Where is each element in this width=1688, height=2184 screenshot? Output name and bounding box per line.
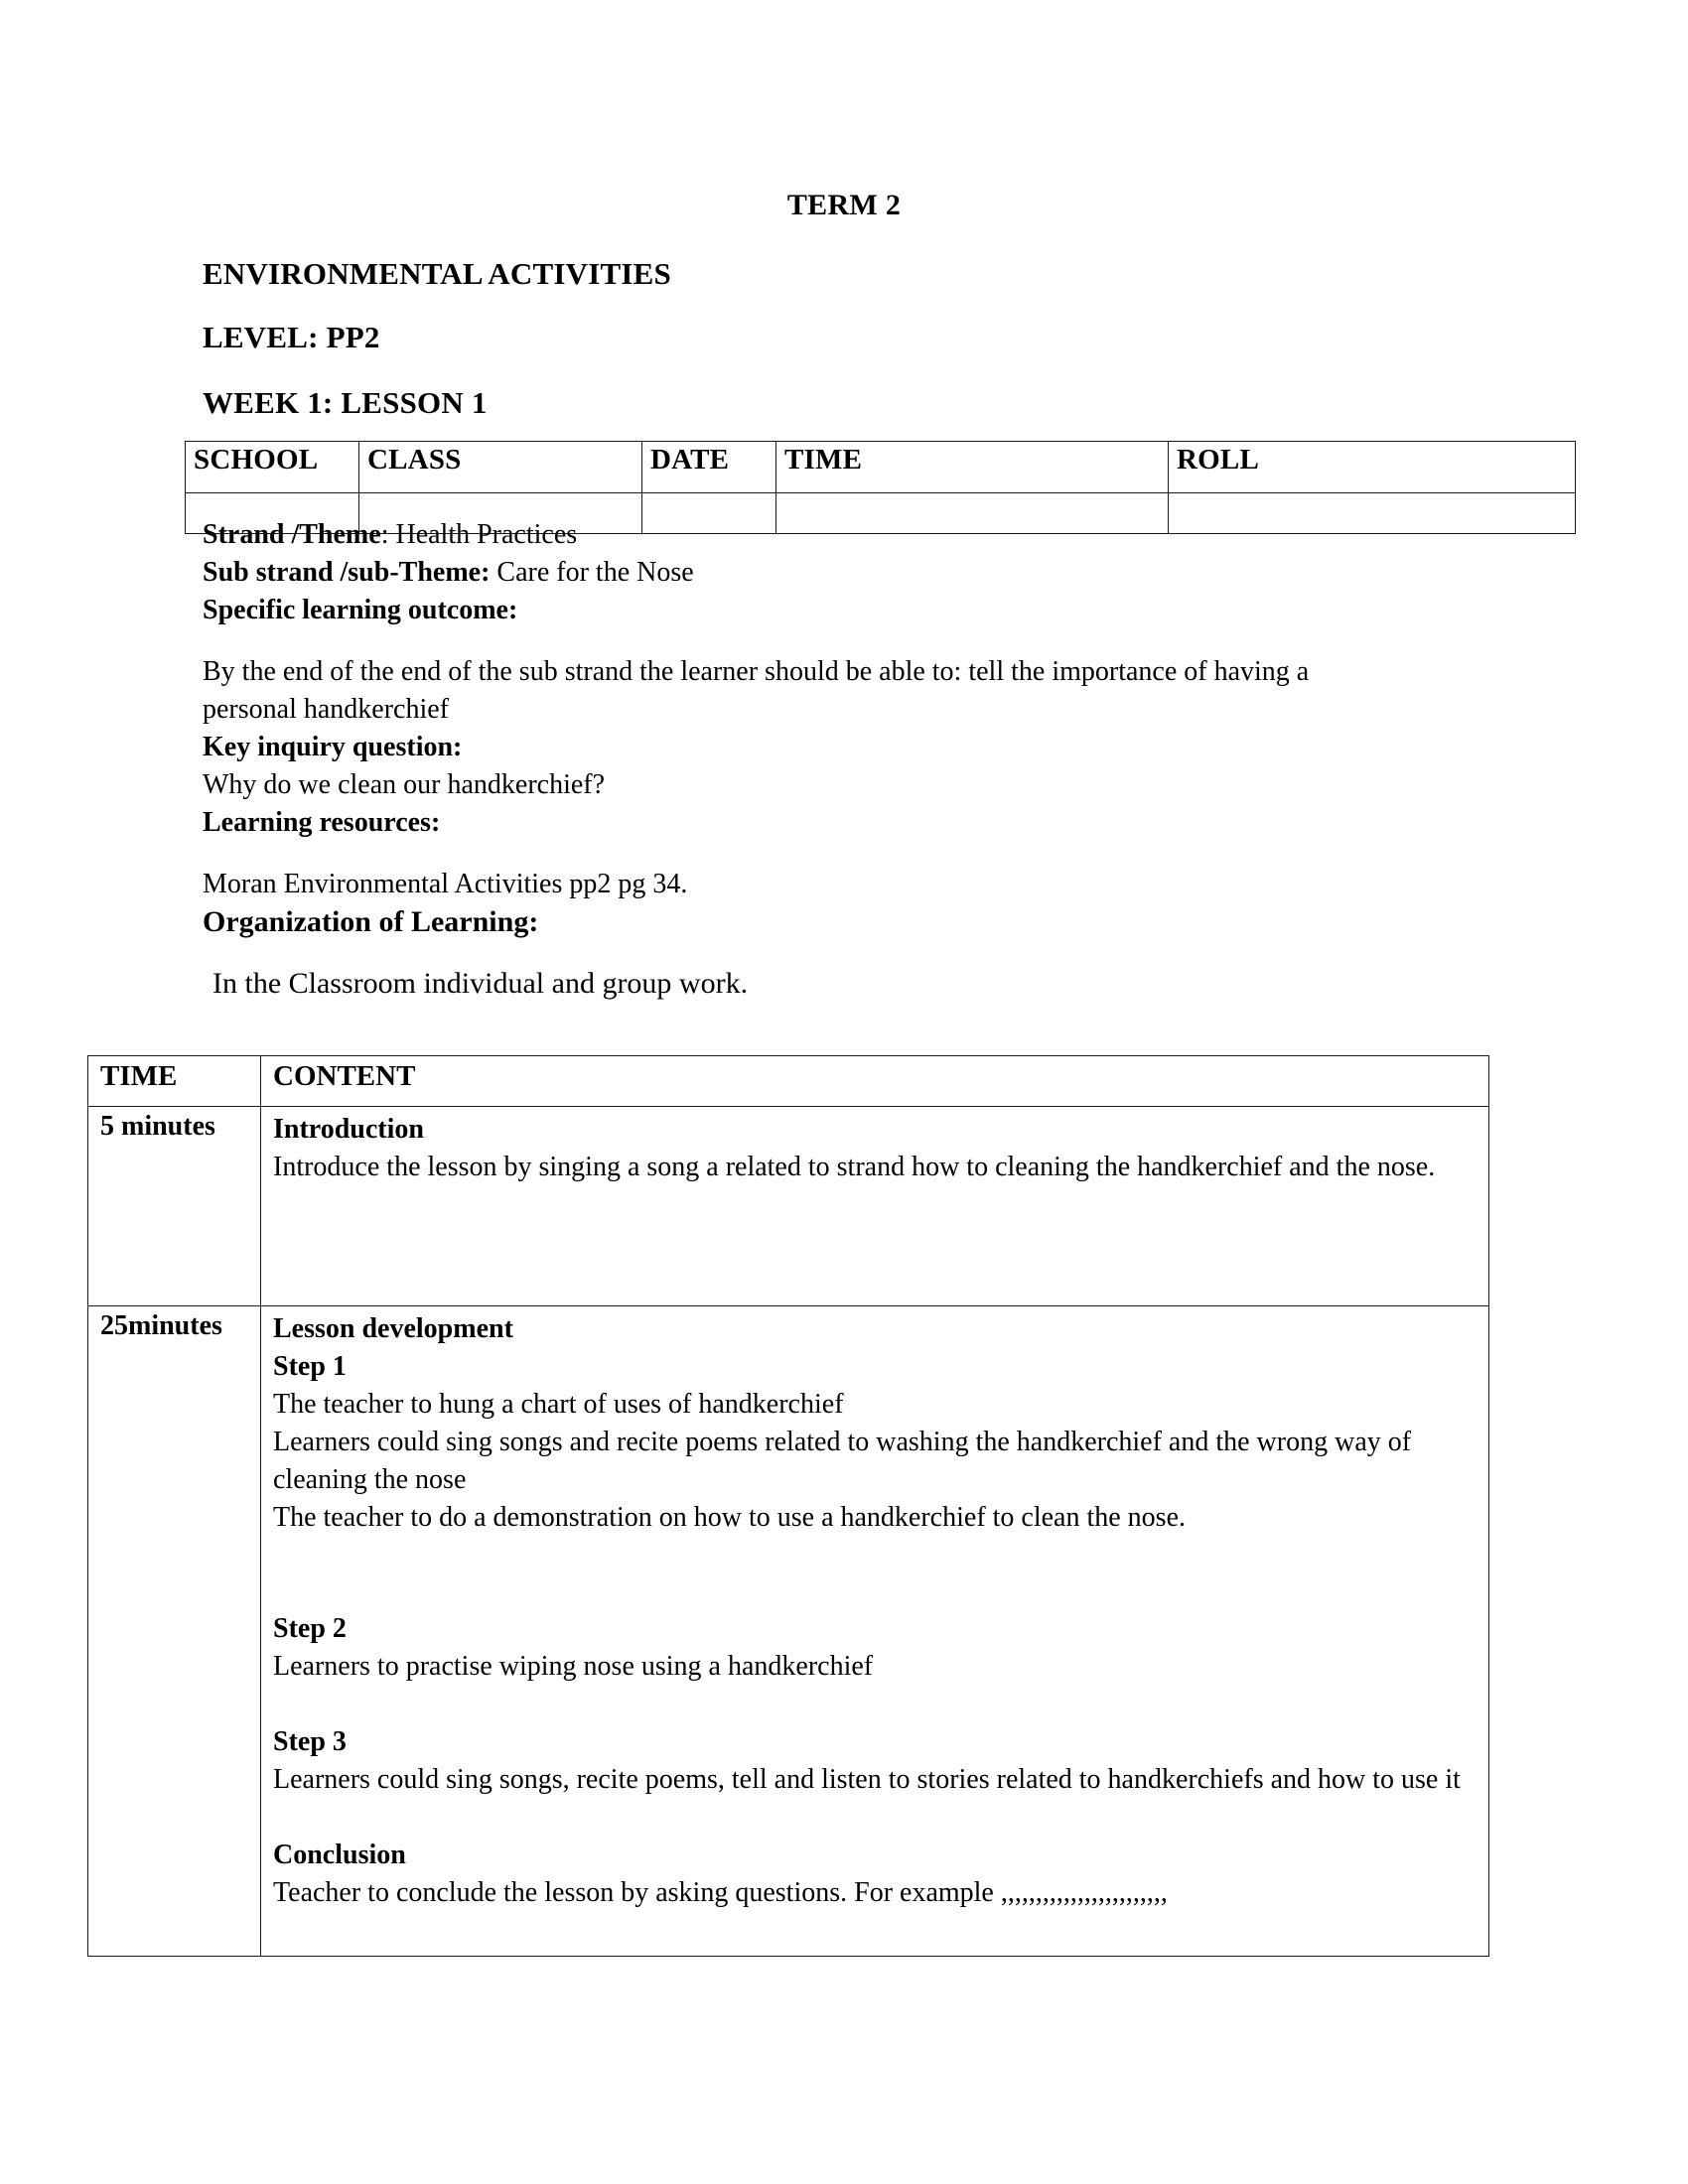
strand-value: : Health Practices — [380, 519, 578, 550]
conclusion-line-1: Teacher to conclude the lesson by asking questions. For example ,,,,,,,,,,,,,,,,,,,,,,,, — [273, 1877, 1168, 1908]
info-header-class: CLASS — [359, 442, 642, 493]
info-header-time: TIME — [776, 442, 1169, 493]
step1-label: Step 1 — [273, 1351, 347, 1382]
strand-label: Strand /Theme — [203, 519, 381, 550]
info-header-school: SCHOOL — [186, 442, 359, 493]
organization-colon: : — [528, 905, 539, 938]
lesson-header-content: CONTENT — [261, 1056, 1489, 1107]
organization-line — [203, 903, 1483, 941]
development-content-cell — [261, 1306, 1489, 1957]
development-gap-3 — [273, 1799, 1478, 1837]
level-line: LEVEL: PP2 — [203, 320, 380, 354]
info-header-date: DATE — [642, 442, 776, 493]
conclusion-label: Conclusion — [273, 1840, 406, 1870]
lesson-row-development — [88, 1306, 1489, 1957]
step2-line-1: Learners to practise wiping nose using a handkerchief — [273, 1651, 874, 1682]
substrand-label: Sub strand /sub-Theme: — [203, 557, 491, 588]
substrand-line — [203, 554, 1483, 592]
step1-line-3: The teacher to do a demonstration on how to use a handkerchief to clean the nose. — [273, 1502, 1187, 1533]
step2-label: Step 2 — [273, 1613, 347, 1644]
week-lesson-line: WEEK 1: LESSON 1 — [203, 385, 488, 420]
step3-label: Step 3 — [273, 1726, 347, 1757]
development-gap-1 — [273, 1537, 1478, 1610]
info-header-roll: ROLL — [1169, 442, 1576, 493]
subject-title: ENVIRONMENTAL ACTIVITIES — [203, 256, 671, 291]
development-gap-4 — [273, 1912, 1478, 1950]
lesson-meta-block — [203, 516, 1483, 1003]
lesson-plan-table — [87, 1055, 1489, 1957]
term-title: TERM 2 — [786, 189, 902, 221]
step1-line-1: The teacher to hung a chart of uses of handkerchief — [273, 1389, 844, 1420]
intro-body: Introduce the lesson by singing a song a related to strand how to cleaning the handkerchief and the nose. — [273, 1152, 1436, 1182]
intro-content-cell — [261, 1107, 1489, 1306]
organization-text: In the Classroom individual and group work. — [212, 967, 749, 1000]
substrand-value: Care for the Nose — [490, 557, 694, 588]
intro-time-cell: 5 minutes — [88, 1107, 261, 1306]
lesson-row-introduction — [88, 1107, 1489, 1306]
development-heading: Lesson development — [273, 1313, 513, 1344]
key-inquiry-label: Key inquiry question: — [203, 732, 463, 762]
learning-resources-text: Moran Environmental Activities pp2 pg 34. — [203, 869, 688, 899]
info-table-header-row — [186, 442, 1576, 493]
key-inquiry-text: Why do we clean our handkerchief? — [203, 769, 606, 800]
learning-resources-label: Learning resources: — [203, 807, 441, 838]
step3-line-1: Learners could sing songs, recite poems, tell and listen to stories related to handkerchiefs and how to use it — [273, 1764, 1461, 1795]
development-gap-2 — [273, 1686, 1478, 1723]
meta-spacer-2 — [203, 842, 1483, 866]
specific-outcome-text: By the end of the end of the sub strand the learner should be able to: tell the importance of having a personal handkerchief — [203, 656, 1310, 725]
development-time-cell: 25minutes — [88, 1306, 261, 1957]
specific-outcome-label: Specific learning outcome: — [203, 595, 518, 625]
lesson-table-header-row — [88, 1056, 1489, 1107]
step1-line-2: Learners could sing songs and recite poems related to washing the handkerchief and the wrong way of cleaning the nose — [273, 1427, 1412, 1495]
meta-spacer-1 — [203, 629, 1483, 653]
organization-label: Organization of Learning — [203, 905, 529, 938]
intro-heading: Introduction — [273, 1114, 424, 1145]
strand-line — [203, 516, 1483, 554]
meta-spacer-3 — [203, 941, 1483, 965]
lesson-header-time: TIME — [88, 1056, 261, 1107]
